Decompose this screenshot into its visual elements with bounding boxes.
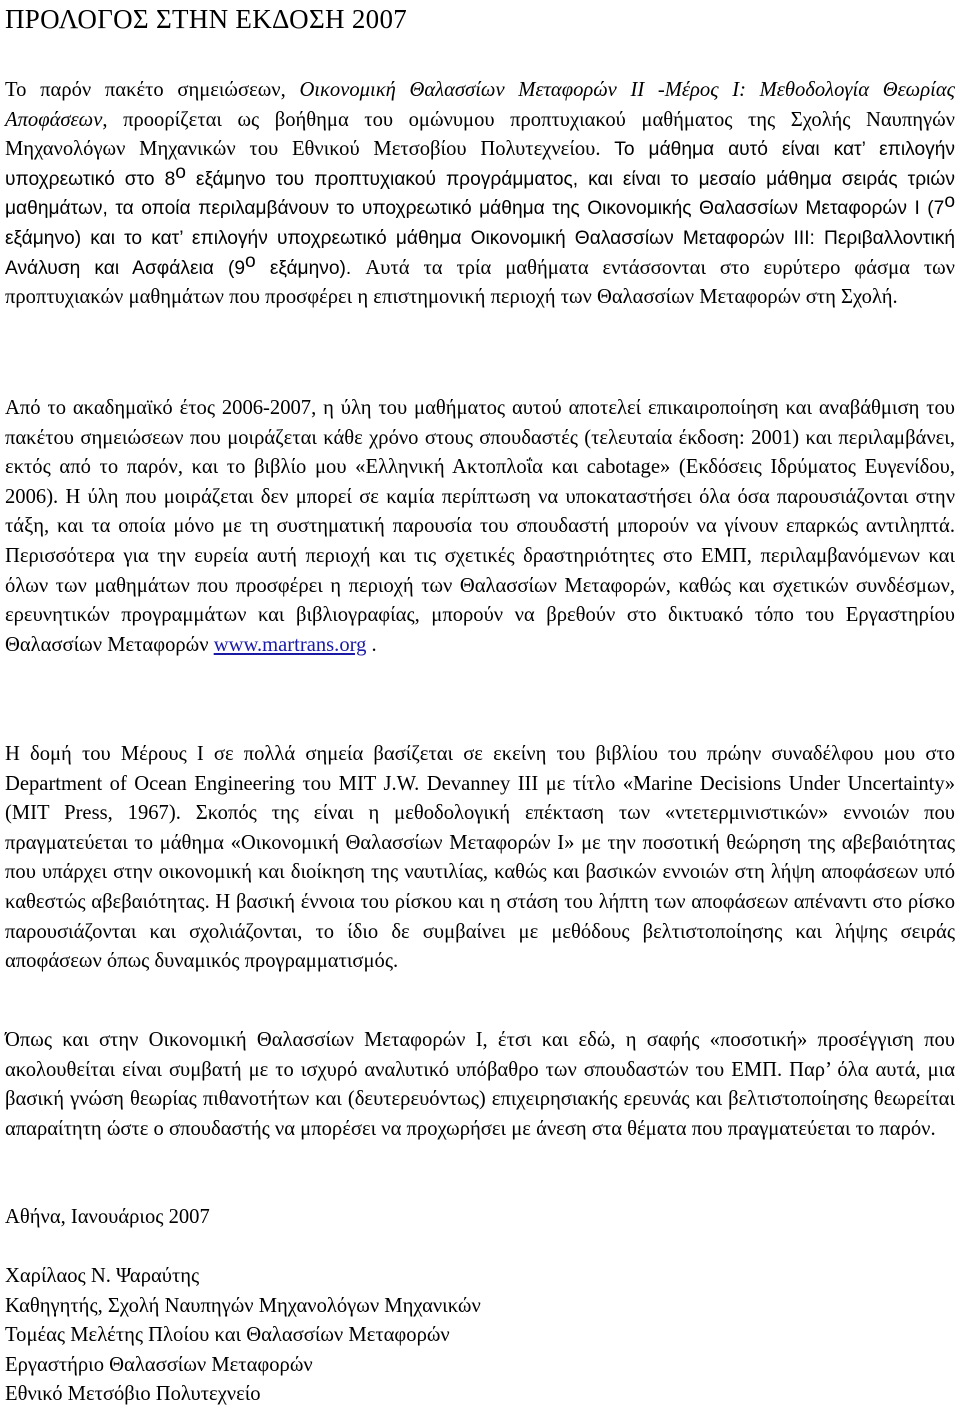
document-page [5, 0, 955, 1406]
signature-block [5, 1262, 481, 1410]
paragraph-2 [5, 394, 955, 660]
p1-part-b: Το μάθημα αυτό είναι κατ’ επιλογήν υποχρεωτικό στο 8 [5, 139, 955, 190]
p1-part-f: Αυτά τα τρία μαθήματα εντάσσονται στο ευρύτερο φάσμα των προπτυχιακών μαθημάτων που προσφέρει η επιστημονική περιοχή των Θαλασσίων Μεταφορών στη Σχολή. [5, 256, 955, 309]
signature-name: Χαρίλαος Ν. Ψαραύτης [5, 1265, 200, 1287]
p1-book-title: Οικονομική Θαλασσίων Μεταφορών ΙΙ -Μέρος Ι: Μεθοδολογία Θεωρίας Αποφάσεων [5, 79, 955, 131]
paragraph-3: Η δομή του Μέρους Ι σε πολλά σημεία βασίζεται σε εκείνη του βιβλίου του πρώην συναδέλφου μου στο Department of Ocean Engineering του MIT J.W. Devanney III με τίτλο «Marine Decisions Under Uncertainty» (MIT Press, 1967). Σκοπός της είναι η μεθοδολογική επέκταση των «ντετερμινιστικών» εννοιών που πραγματεύεται το μάθημα «Οικονομική Θαλασσίων Μεταφορών Ι» με την ποσοτική θεώρηση της αβεβαιότητας που υπάρχει στην οικονομική και διοίκηση της ναυτιλίας, καθώς και βασικών εννοιών στη λήψη αποφάσεων υπό καθεστώς αβεβαιότητας. Η βασική έννοια του ρίσκου και η στάση του λήπτη των αποφάσεων απέναντι στο ρίσκο παρουσιάζονται και σχολιάζονται, το ίδιο δε συμβαίνει με μεθόδους βελτιστοποίησης και λήψης σειράς αποφάσεων όπως δυναμικός προγραμματισμός. [5, 743, 955, 973]
paragraph-4: Όπως και στην Οικονομική Θαλασσίων Μεταφορών Ι, έτσι και εδώ, η σαφής «ποσοτική» προσέγγιση που ακολουθείται είναι συμβατή με το ισχυρό αναλυτικό υπόβαθρο των σπουδαστών του ΕΜΠ. Παρ’ όλα αυτά, μια βασική γνώση θεωρίας πιθανοτήτων και (δευτερευόντως) επιχειρησιακής ερευνάς και βελτιστοποίησης θεωρείται απαραίτητη ώστε ο σπουδαστής να μπορέσει να προχωρήσει με άνεση στα θέματα που πραγματεύεται το παρόν. [5, 1029, 955, 1140]
place-date: Αθήνα, Ιανουάριος 2007 [5, 1206, 210, 1228]
signature-position: Καθηγητής, Σχολή Ναυπηγών Μηχανολόγων Μηχανικών [5, 1294, 481, 1317]
signature-lab: Εργαστήριο Θαλασσίων Μεταφορών [5, 1353, 313, 1376]
paragraph-1 [5, 76, 955, 313]
p1-sup-3: ο [245, 250, 256, 272]
p1-intro: Το παρόν πακέτο σημειώσεων, [5, 79, 300, 101]
p1-part-c: εξάμηνο του προπτυχιακού προγράμματος, και είναι το μεσαίο μάθημα σειράς τριών μαθημάτων, τα οποία περιλαμβάνουν το υποχρεωτικό μάθημα της Οικονομικής Θαλασσίων Μεταφορών Ι (7 [5, 168, 955, 220]
p2-text: Από το ακαδημαϊκό έτος 2006-2007, η ύλη του μαθήματος αυτού αποτελεί επικαιροποίηση και αναβάθμιση του πακέτου σημειώσεων που μοιράζεται κάθε χρόνο στους σπουδαστές (τελευταία έκδοση: 2001) και περιλαμβάνει, εκτός από το παρόν, και το βιβλίο μου «Ελληνική Ακτοπλοΐα και cabotage» (Εκδόσεις Ιδρύματος Ευγενίδου, 2006). Η ύλη που μοιράζεται δεν μπορεί σε καμία περίπτωση να υποκαταστήσει όλα όσα παρουσιάζονται στην τάξη, και τα οποία μόνο με τη συστηματική παρουσία του σπουδαστή μπορούν να γίνουν επαρκώς αντιληπτά. Περισσότερα για την ευρεία αυτή περιοχή και τις σχετικές δραστηριότητες στο ΕΜΠ, περιλαμβανόμενων και όλων των μαθημάτων που προσφέρει η περιοχή των Θαλασσίων Μεταφορών, καθώς και σχετικών συνδέσμων, ερευνητικών προγραμμάτων και βιβλιογραφίας, μπορούν να βρεθούν στο δικτυακό τόπο του Εργαστηρίου Θαλασσίων Μεταφορών [5, 397, 955, 656]
signature-department: Τομέας Μελέτης Πλοίου και Θαλασσίων Μεταφορών [5, 1324, 450, 1347]
p1-part-e: εξάμηνο). [255, 257, 366, 279]
p2-end: . [366, 633, 377, 656]
p1-sup-1: ο [175, 161, 186, 183]
p1-part-d: εξάμηνο) και το κατ’ επιλογήν υποχρεωτικό μάθημα Οικονομική Θαλασσίων Μεταφορών ΙΙΙ: Περιβαλλοντική Ανάλυση και Ασφάλεια (9 [5, 227, 955, 279]
p1-part-a: , προορίζεται ως βοήθημα του ομώνυμου προπτυχιακού μαθήματος της Σχολής Ναυπηγών Μηχανολόγων Μηχανικών του Εθνικού Μετσοβίου Πολυτεχνείου. [5, 108, 955, 161]
martrans-link[interactable]: www.martrans.org [213, 633, 367, 656]
page-title: ΠΡΟΛΟΓΟΣ ΣΤΗΝ ΕΚΔΟΣΗ 2007 [5, 4, 408, 34]
p1-sup-2: ο [944, 191, 955, 213]
signature-university: Εθνικό Μετσόβιο Πολυτεχνείο [5, 1383, 261, 1406]
